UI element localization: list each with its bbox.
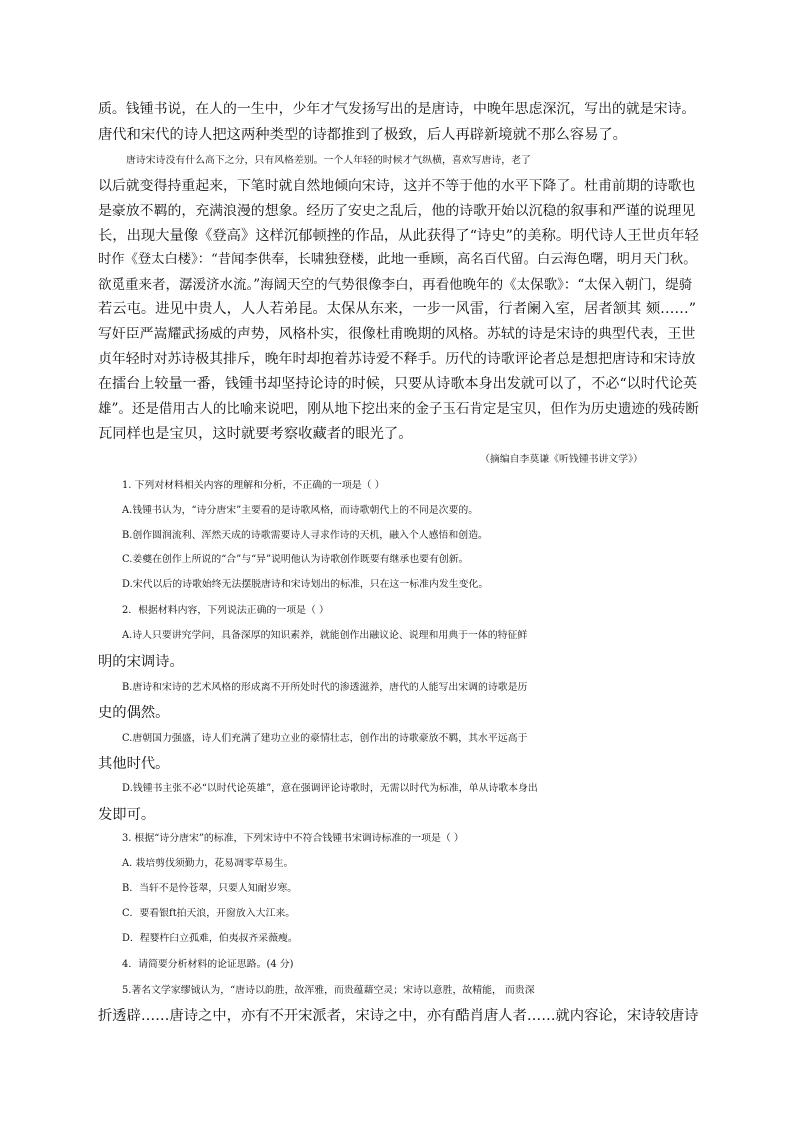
question-2-option-b: B.唐诗和宋诗的艺术风格的形成离不开所处时代的渗透滋养，唐代的人能写出宋调的诗歌是历 — [122, 682, 528, 693]
question-4: 4．请简要分析材料的论证思路。(4 分) — [122, 959, 294, 970]
text-line: 以后就变得持重起来，下笔时就自然地倾向宋诗，这并不等于他的水平下降了。杜甫前期的诗歌也 — [98, 178, 696, 194]
text-line: 欲觅重来者，潺湲济水流。”海阔天空的气势很像李白，再看他晚年的《太保歌》：“太保入朝门，缇骑 — [98, 277, 693, 293]
text-line: 若云屯。进见中贵人，人人若弟昆。太保从东来，一步一风雷，行者阑入室，居者颔其 颏……” — [98, 301, 697, 317]
question-2-option-d-cont: 发即可。 — [98, 807, 156, 823]
question-2-option-c: C.唐朝国力强盛，诗人们充满了建功立业的豪情壮志，创作出的诗歌豪放不羁，其水平远高于 — [122, 733, 528, 744]
question-5: 5.著名文学家缪钺认为，“唐诗以韵胜，故浑雅，而贵蕴藉空灵；宋诗以意胜，故精能， 而贵深 — [122, 985, 535, 996]
question-1: 1. 下列对材料相关内容的理解和分析，不正确的一项是（ ） — [122, 480, 385, 491]
text-line: 雄”。还是借用古人的比喻来说吧，刚从地下挖出来的金子玉石肯定是宝贝，但作为历史遗迹的残砖断 — [98, 401, 699, 417]
question-1-option-c: C.姜夔在创作上所说的“合”与“异”说明他认为诗歌创作既要有继承也要有创新。 — [122, 554, 469, 565]
question-2-option-b-cont: 史的偶然。 — [98, 705, 170, 721]
question-1-option-a: A.钱锺书认为，“诗分唐宋”主要看的是诗歌风格，而诗歌朝代上的不同是次要的。 — [122, 505, 479, 516]
text-line: 瓦同样也是宝贝，这时就要考察收藏者的眼光了。 — [98, 426, 413, 442]
text-line: 唐代和宋代的诗人把这两种类型的诗都推到了极致，后人再辟新境就不那么容易了。 — [98, 127, 627, 143]
question-2-option-a: A.诗人只要讲究学问，具备深厚的知识素养，就能创作出融议论、说理和用典于一体的特征鲜 — [122, 630, 528, 641]
question-1-option-b: B.创作圆润流利、浑然天成的诗歌需要诗人寻求作诗的天机，融入个人感悟和创造。 — [122, 530, 488, 541]
question-3-option-d: D．程婴杵臼立孤难，伯夷叔齐采薇瘦。 — [122, 933, 298, 944]
question-3-option-c: C．要看银ft拍天浪，开窗放入大江来。 — [122, 908, 296, 919]
text-line: 质。钱锺书说，在人的一生中，少年才气发扬写出的是唐诗，中晚年思虑深沉，写出的就是宋诗。 — [98, 101, 696, 117]
text-line: 唐诗宋诗没有什么高下之分，只有风格差别。一个人年轻的时候才气纵横，喜欢写唐诗，老了 — [126, 155, 531, 166]
text-line: 长，出现大量像《登高》这样沉郁顿挫的作品，从此获得了“诗史”的美称。明代诗人王世贞年轻 — [98, 228, 699, 244]
question-2-option-c-cont: 其他时代。 — [98, 756, 170, 772]
text-line: 在擂台上较量一番，钱锺书却坚持论诗的时候，只要从诗歌本身出发就可以了，不必“以时代论英 — [98, 376, 698, 392]
question-2-option-d: D.钱锺书主张不必“以时代论英雄”，意在强调评论诗歌时，无需以时代为标准，单从诗歌本身出 — [122, 783, 538, 794]
question-1-option-d: D.宋代以后的诗歌始终无法摆脱唐诗和宋诗划出的标准，只在这一标准内发生变化。 — [122, 579, 489, 590]
question-2-option-a-cont: 明的宋调诗。 — [98, 654, 184, 670]
text-line: 是豪放不羁的，充满浪漫的想象。经历了安史之乱后，他的诗歌开始以沉稳的叙事和严谨的说理见 — [98, 203, 696, 219]
text-line: 写奸臣严嵩耀武扬威的声势，风格朴实，很像杜甫晚期的风格。苏轼的诗是宋诗的典型代表，王世 — [98, 326, 696, 342]
text-line: 时作《登太白楼》：“昔闻李供奉，长啸独登楼，此地一垂顾，高名百代留。白云海色曙，明月天门秋。 — [98, 252, 697, 267]
question-3-option-b: B．当轩不是怜苍翠，只要人知耐岁寒。 — [122, 883, 298, 894]
question-5-cont: 折透辟……唐诗之中，亦有不开宋派者，宋诗之中，亦有酷肖唐人者……就内容论，宋诗较唐诗 — [98, 1008, 699, 1024]
question-3-option-a: A. 栽培剪伐须勤力，花易凋零草易生。 — [122, 858, 294, 869]
question-2: 2．根据材料内容，下列说法正确的一项是（ ） — [122, 605, 329, 616]
source-citation: （摘编自李莫谦《听钱锺书讲文学》） — [480, 454, 643, 465]
text-line: 贞年轻时对苏诗极其排斥，晚年时却抱着苏诗爱不释手。历代的诗歌评论者总是想把唐诗和宋诗放 — [98, 351, 696, 367]
question-3: 3. 根据“诗分唐宋”的标准，下列宋诗中不符合钱锺书宋调诗标准的一项是（ ） — [122, 833, 464, 844]
